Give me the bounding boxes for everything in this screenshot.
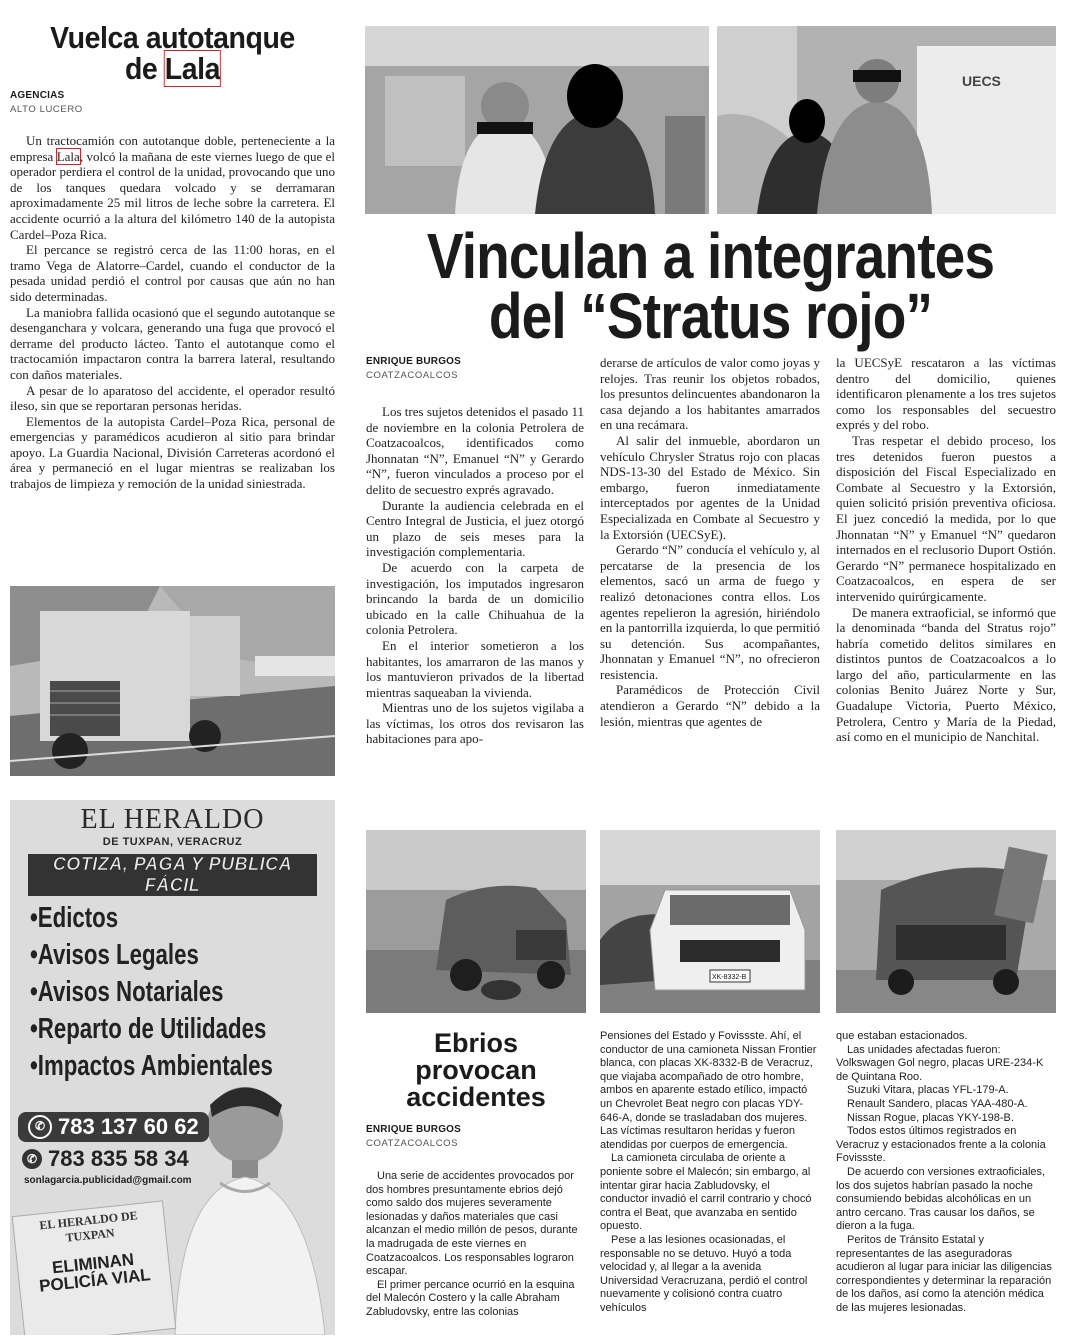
crash-photo-2	[600, 830, 820, 1013]
left-place: ALTO LUCERO	[10, 104, 83, 115]
crash-photo-3	[836, 830, 1056, 1013]
main-paragraph: Tras respetar el debido proceso, los tres detenidos fueron puestos a disposición del Fiscal Especializado en Combate al Secuestro y la Extorsión, quien solicitó prisión preventiva oficiosa. El juez concedió la medida, por lo que Jhonnatan “N” y Emanuel “N” quedaron internados en el reclusorio Duport Ostión. Gerardo “N” permanece hospitalizado en Coatzacoalcos, en espera de ser intervenido quirúrgicamente.	[836, 432, 1056, 604]
main-paragraph: De acuerdo con la carpeta de investigación, los imputados ingresaron brincando la barda de un domicilio ubicado en la calle Chihuahua de la colonia Petrolera.	[366, 559, 584, 638]
crash-photo-1	[366, 830, 586, 1013]
left-paragraph: Elementos de la autopista Cardel–Poza Rica, personal de emergencias y paramédicos acudieron al sitio para brindar apoyo. La Guardia Nacional, División Carreteras acordonó el área y permaneció en el lugar mientras se realizaban los trabajos de limpieza y remoción de la unidad siniestrada.	[10, 413, 335, 492]
bottom-paragraph: De acuerdo con versiones extraoficiales, los dos sujetos habrían pasado la noche consumiendo bebidas alcohólicas en un antro cercano. Tras causar los daños, se dieron a la fuga.	[836, 1165, 1046, 1233]
ad-service-item: •Impactos Ambientales	[30, 1050, 273, 1082]
ad-service-item: •Edictos	[30, 902, 119, 934]
left-headline	[23, 22, 322, 84]
uecs-vehicle-sign: UECS	[962, 73, 1001, 89]
bottom-place: COATZACOALCOS	[366, 1138, 459, 1149]
main-paragraph: Gerardo “N” conducía el vehículo y, al percatarse de la presencia de los elementos, sacó un arma de fuego y realizó detonaciones contra ellos. Los agentes repelieron la agresión, hiriéndolo en la pantorrilla izquierda, lo que permitió su detención. Sus acompañantes, Jhonnatan y Emanuel “N”, no ofrecieron resistencia.	[600, 542, 820, 682]
main-paragraph-continued: la UECSyE rescataron a las víctimas dentro del domicilio, quienes identificaron plenamente a los tres sujetos como los responsables del secuestro exprés y del robo.	[836, 355, 1056, 433]
left-paragraph: El percance se registró cerca de las 11:00 horas, en el tramo Vega de Alatorre–Cardel, cuando el conductor de la pesada unidad perdió el control por causas que aún no han sido determinadas.	[10, 242, 335, 304]
main-column-2	[600, 355, 820, 729]
call-phone-number: 783 835 58 34	[48, 1146, 189, 1171]
left-paragraph: A pesar de lo aparatoso del accidente, el operador resultó ileso, sin que se reportaran personas heridas.	[10, 382, 335, 414]
lala-brand-highlight: Lala	[164, 51, 221, 86]
ad-tagline: COTIZA, PAGA Y PUBLICA FÁCIL	[28, 854, 317, 896]
bottom-column-3	[836, 1030, 1056, 1315]
main-column-1	[366, 404, 584, 747]
main-paragraph-continued: derarse de artículos de valor como joyas y relojes. Tras reunir los objetos robados, los presuntos delincuentes abandonaron la casa dejando a los habitantes amarrados en una recámara.	[600, 355, 820, 433]
detainees-photo-left	[365, 26, 709, 214]
bottom-paragraph-continued: que estaban estacionados.	[836, 1030, 968, 1042]
lala-brand-body-highlight: Lala	[56, 148, 80, 164]
left-paragraph: La maniobra fallida ocasionó que el segundo autotanque se desenganchara y volcara, generando una fuga que provocó el derrame del producto lácteo. Tanto el autotanque como el tractocamión impactaron contra la barrera lateral, resultando con daños materiales.	[10, 304, 335, 382]
main-paragraph: Durante la audiencia celebrada en el Centro Integral de Justicia, el juez otorgó un plazo de seis meses para la investigación complementaria.	[366, 497, 584, 560]
ad-service-item: •Avisos Legales	[30, 939, 199, 971]
main-byline-block	[366, 356, 584, 381]
bottom-paragraph: Las unidades afectadas fueron: Volkswagen Gol negro, placas URE-234-K de Quintana Roo.	[836, 1043, 1044, 1083]
phone-icon: ✆	[22, 1149, 42, 1169]
whatsapp-phone-box[interactable]	[18, 1112, 209, 1142]
main-paragraph: Los tres sujetos detenidos el pasado 11 de noviembre en la colonia Petrolera de Coatzacoalcos, identificados como Jhonnatan “N”, Emanuel “N” y Gerardo “N”, fueron vinculados a proceso por el delito de secuestro exprés agravado.	[366, 404, 584, 497]
main-paragraph: Al salir del inmueble, abordaron un vehículo Chrysler Stratus rojo con placas NDS-13-30 del Estado de México. Sin embargo, fueron inmediatamente interceptados por agentes de la Unidad Especializada en Combate al Secuestro y la Extorsión (UECSyE).	[600, 432, 820, 542]
bottom-headline-line2: provocan	[415, 1055, 537, 1085]
ad-subtitle: DE TUXPAN, VERACRUZ	[102, 836, 243, 848]
ad-services-list	[10, 900, 335, 1085]
left-headline-line2: de Lala	[124, 51, 221, 86]
newspaper-masthead: EL HERALDO DE TUXPAN	[38, 1208, 139, 1245]
newspaper-headline: ELIMINAN POLICÍA VIAL	[38, 1249, 152, 1296]
heraldo-advertisement	[10, 800, 335, 1335]
whatsapp-phone-number: 783 137 60 62	[58, 1114, 199, 1139]
call-phone[interactable]	[22, 1146, 189, 1172]
bottom-headline-line1: Ebrios	[433, 1028, 519, 1058]
bottom-headline	[366, 1030, 586, 1111]
bottom-paragraph: Peritos de Tránsito Estatal y representantes de las aseguradoras acudieron al lugar para iniciar las diligencias correspondientes y determinar la reparación de los daños, así como la atención médica de las mujeres lesionadas.	[836, 1233, 1052, 1314]
truck-accident-photo	[10, 586, 335, 776]
whatsapp-icon: ✆	[28, 1115, 52, 1139]
left-headline-line1: Vuelca autotanque	[50, 20, 295, 55]
bottom-paragraph: El primer percance ocurrió en la esquina del Malecón Costero y la calle Abraham Zabludovsky, entre las colonias	[366, 1278, 575, 1318]
detainees-photo-right	[717, 26, 1056, 214]
bottom-paragraph: Renault Sandero, placas YAA-480-A.	[847, 1097, 1028, 1110]
main-column-3	[836, 355, 1056, 745]
bottom-paragraph: Pese a las lesiones ocasionadas, el responsable no se detuvo. Huyó a toda velocidad y, al llegar a la avenida Universidad Veracruzana, perdió el control nuevamente y colisionó contra cuatro vehículos	[600, 1233, 808, 1314]
main-paragraph: De manera extraoficial, se informó que la denominada “banda del Stratus rojo” habría cometido delitos similares en distintos puntos de Coatzacoalcos a lo largo del año, particularmente en las colonias Benito Juárez Norte y Sur, Guadalupe Victoria, Puerto México, Petrolera, Centro y María de la Piedad, así como en el municipio de Nanchital.	[836, 604, 1056, 745]
bottom-byline: ENRIQUE BURGOS	[366, 1124, 462, 1135]
bottom-paragraph: Suzuki Vitara, placas YFL-179-A.	[847, 1084, 1009, 1097]
bottom-column-1	[366, 1170, 586, 1320]
ad-man-photo	[160, 1065, 335, 1335]
bottom-headline-line3: accidentes	[406, 1082, 546, 1112]
left-byline: AGENCIAS	[10, 90, 65, 101]
main-paragraph: Mientras uno de los sujetos vigilaba a las víctimas, los otros dos revisaron las habitaciones para apo-	[366, 700, 584, 747]
left-paragraph: Un tractocamión con autotanque doble, perteneciente a la empresa Lala, volcó la mañana de este viernes luego de que el operador perdiera el control de la unidad, provocando que uno de los tanques quedara volcado y se derramaran aproximadamente 25 mil litros de leche sobre la carretera. El accidente ocurrió a la altura del kilómetro 140 de la autopista Cardel–Poza Rica.	[10, 133, 336, 242]
left-body	[10, 133, 335, 492]
main-paragraph: Paramédicos de Protección Civil atendieron a Gerardo “N” debido a la lesión, mientras que agentes de	[600, 682, 820, 729]
main-headline-line2: del “Stratus rojo”	[488, 280, 933, 352]
ad-service-item: •Reparto de Utilidades	[30, 1013, 267, 1045]
main-headline-line1: Vinculan a integrantes	[426, 220, 995, 292]
main-paragraph: En el interior sometieron a los habitantes, los amarraron de las manos y los mantuvieron privados de la libertad mientras saqueaban la vivienda.	[366, 637, 584, 700]
main-place: COATZACOALCOS	[366, 370, 459, 381]
left-story	[10, 22, 335, 582]
ad-email[interactable]: sonlagarcia.publicidad@gmail.com	[24, 1175, 192, 1186]
bottom-paragraph: Todos estos últimos registrados en Veracruz y estacionados frente a la colonia Fovissste.	[836, 1125, 1046, 1165]
ad-service-item: •Avisos Notariales	[30, 976, 224, 1008]
bottom-paragraph: Una serie de accidentes provocados por dos hombres presuntamente ebrios dejó como saldo dos mujeres severamente lesionadas y daños materiales que casi alcanzan el medio millón de pesos, durante la madrugada de este viernes en Coatzacoalcos. Los responsables lograron escapar.	[366, 1170, 578, 1278]
bottom-byline-block	[366, 1124, 586, 1149]
bottom-column-2	[600, 1030, 820, 1315]
ad-newspaper	[12, 1200, 177, 1335]
truck-license-plate: XK-8332-B	[712, 974, 747, 981]
main-headline	[365, 220, 1056, 352]
bottom-paragraph-continued: Pensiones del Estado y Fovissste. Ahí, el conductor de una camioneta Nissan Frontier blanca, con placas XK-8332-B de Veracruz, que viajaba acompañado de otro hombre, ambos en aparente estado etílico, impactó un Chevrolet Beat negro con placas YDY-646-A, donde se trasladaban dos mujeres. Las víctimas resultaron heridas y fueron atendidas por cuerpos de emergencia.	[600, 1030, 817, 1151]
main-byline: ENRIQUE BURGOS	[366, 356, 462, 367]
bottom-paragraph: La camioneta circulaba de oriente a poniente sobre el Malecón; sin embargo, al intentar girar hacia Zabludovsky, el conductor invadió el carril contrario y chocó contra el Beat, que avanzaba en sentido opuesto.	[600, 1152, 812, 1233]
ad-title: EL HERALDO	[80, 804, 265, 835]
bottom-paragraph: Nissan Rogue, placas YKY-198-B.	[847, 1111, 1014, 1124]
